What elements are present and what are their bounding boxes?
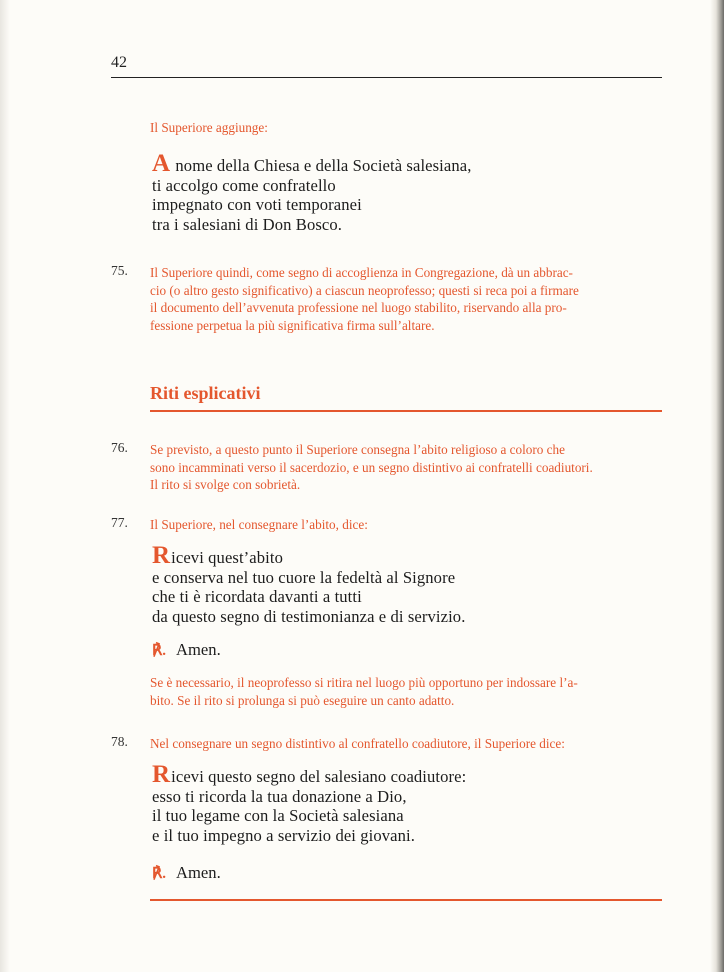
- header-rule: [111, 77, 662, 78]
- verse-ricevi-segno: [152, 761, 467, 845]
- response-symbol: ℟.: [152, 643, 167, 659]
- verse-line: esso ti ricorda la tua donazione a Dio,: [152, 786, 407, 806]
- verse-ricevi-abito: [152, 542, 466, 626]
- verse-line: e il tuo impegno a servizio dei giovani.: [152, 825, 415, 845]
- rubric-77: Il Superiore, nel consegnare l’abito, dice:: [150, 517, 368, 532]
- verse-line: e conserva nel tuo cuore la fedeltà al Signore: [152, 567, 456, 587]
- verse-line-text: icevi questo segno del salesiano coadiutore:: [171, 767, 467, 786]
- rubric-78: Nel consegnare un segno distintivo al confratello coadiutore, il Superiore dice:: [150, 736, 565, 751]
- page-binding-left: [0, 0, 10, 972]
- response-text: Amen.: [176, 640, 221, 659]
- response-amen: [152, 640, 221, 660]
- item-number-76: 76.: [111, 440, 128, 455]
- verse-line: che ti è ricordata davanti a tutti: [152, 587, 362, 607]
- verse-line: il tuo legame con la Società salesiana: [152, 806, 404, 826]
- page-edge-right: [710, 0, 724, 972]
- verse-a-nome: [152, 150, 472, 234]
- rubric-line: Il Superiore quindi, come segno di accoglienza in Congregazione, dà un abbrac-: [150, 265, 573, 280]
- section-rule: [150, 410, 662, 412]
- response-text: Amen.: [176, 863, 221, 882]
- item-number-78: 78.: [111, 734, 128, 749]
- verse-line: [152, 542, 465, 569]
- verse-line: impegnato con voti temporanei: [152, 195, 362, 215]
- rubric-line: Se previsto, a questo punto il Superiore consegna l’abito religioso a coloro che: [150, 442, 565, 457]
- verse-initial: R: [152, 761, 171, 788]
- verse-initial: A: [152, 150, 171, 177]
- verse-line: [152, 150, 472, 177]
- item-number-77: 77.: [111, 515, 128, 530]
- verse-line: da questo segno di testimonianza e di servizio.: [152, 606, 466, 626]
- rubric-line: bito. Se il rito si prolunga si può eseguire un canto adatto.: [150, 692, 455, 708]
- verse-initial: R: [152, 542, 171, 569]
- verse-line-text: icevi quest’abito: [171, 548, 283, 567]
- section-title: Riti esplicativi: [150, 383, 261, 403]
- rubric-76: [150, 441, 662, 494]
- rubric-line: fessione perpetua la più significativa firma sull’altare.: [150, 317, 435, 333]
- rubric-superiore-aggiunge: Il Superiore aggiunge:: [150, 120, 268, 135]
- note-77: [150, 674, 662, 709]
- rubric-line: il documento dell’avvenuta professione nel luogo stabilito, riservando alla pro-: [150, 300, 567, 315]
- rubric-line: cio (o altro gesto significativo) a ciascun neoprofesso; questi si reca poi a firmare: [150, 282, 579, 298]
- rubric-line: sono incamminati verso il sacerdozio, e un segno distintivo ai confratelli coadiutori.: [150, 459, 593, 475]
- verse-line: [152, 761, 467, 788]
- footer-rule: [150, 899, 662, 901]
- verse-line: ti accolgo come confratello: [152, 175, 336, 195]
- verse-line-text: nome della Chiesa e della Società salesiana,: [171, 156, 472, 175]
- page-number: 42: [111, 54, 127, 71]
- response-symbol: ℟.: [152, 866, 167, 882]
- rubric-75: [150, 264, 662, 334]
- verse-line: tra i salesiani di Don Bosco.: [152, 214, 343, 234]
- rubric-line: Se è necessario, il neoprofesso si ritira nel luogo più opportuno per indossare l’a-: [150, 675, 578, 690]
- rubric-line: Il rito si svolge con sobrietà.: [150, 477, 301, 492]
- item-number-75: 75.: [111, 263, 128, 278]
- response-amen: [152, 863, 221, 883]
